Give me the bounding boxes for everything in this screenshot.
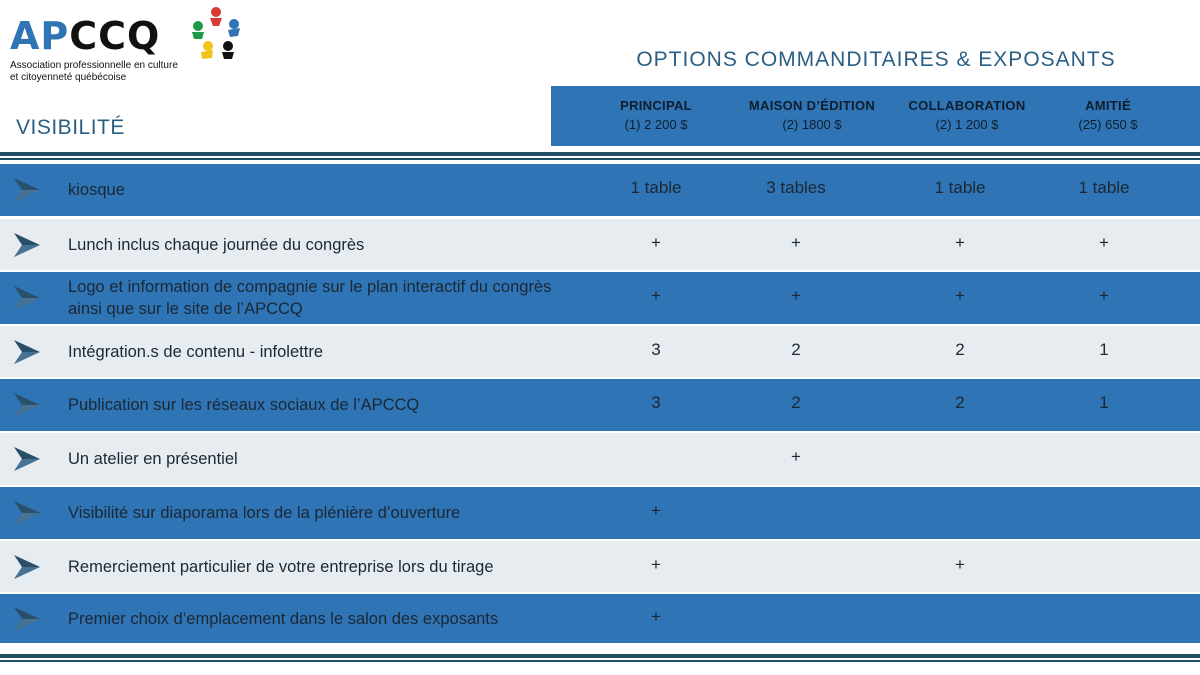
row-cell: + (791, 286, 801, 305)
row-cell: 1 (1099, 340, 1109, 359)
row-label: Premier choix d’emplacement dans le salon des exposants (68, 610, 499, 628)
row-cell: 3 (651, 340, 661, 359)
row-cell: + (955, 286, 965, 305)
row-cell: + (791, 233, 801, 252)
page-title: OPTIONS COMMANDITAIRES & EXPOSANTS (636, 48, 1116, 71)
logo-subtitle (10, 60, 178, 84)
row-label: kiosque (68, 181, 125, 199)
table-row (0, 219, 1200, 270)
row-cell: + (955, 555, 965, 574)
column-name: AMITIÉ (1085, 98, 1131, 113)
chevron-arrow-icon (12, 176, 42, 204)
row-label: Remerciement particulier de votre entreprise lors du tirage (68, 558, 494, 576)
row-label: Intégration.s de contenu - infolettre (68, 343, 323, 361)
column-name: MAISON D’ÉDITION (748, 98, 876, 113)
row-cell: + (651, 501, 661, 520)
divider-rule (0, 654, 1200, 658)
row-cell: + (651, 607, 661, 626)
row-label: Publication sur les réseaux sociaux de l’APCCQ (68, 396, 420, 414)
column-header-amitie (1048, 96, 1168, 134)
table-row (0, 541, 1200, 592)
logo-ap: AP (10, 14, 70, 58)
chevron-arrow-icon (12, 605, 42, 633)
table-row (0, 326, 1200, 377)
chevron-arrow-icon (12, 499, 42, 527)
row-label: Logo et information de compagnie sur le plan interactif du congrès ainsi que sur le site de l’APCCQ (68, 278, 552, 318)
column-header-band (551, 86, 1200, 146)
table-row (0, 164, 1200, 216)
column-price: (2) 1800 $ (782, 117, 842, 132)
row-cell: 3 (651, 393, 661, 412)
chevron-arrow-icon (12, 338, 42, 366)
column-header-collaboration (892, 96, 1042, 134)
logo-subtitle-line2: et citoyenneté québécoise (10, 72, 127, 83)
logo-wordmark (10, 14, 160, 58)
row-cell: 1 table (1078, 178, 1130, 197)
apccq-logo (10, 6, 260, 86)
divider-rule (0, 152, 1200, 156)
row-cell: + (1099, 233, 1109, 252)
row-cell: 1 table (934, 178, 986, 197)
row-cell: 1 table (630, 178, 682, 197)
row-cell: 2 (791, 393, 801, 412)
column-header-principal (596, 96, 716, 134)
row-cell: 2 (955, 393, 965, 412)
divider-rule (0, 660, 1200, 662)
row-label: Visibilité sur diaporama lors de la plénière d’ouverture (68, 504, 461, 522)
row-label: Un atelier en présentiel (68, 450, 238, 468)
column-header-maison-edition (732, 96, 892, 134)
chevron-arrow-icon (12, 284, 42, 312)
column-price: (1) 2 200 $ (624, 117, 688, 132)
row-cell: + (651, 286, 661, 305)
divider-rule (0, 158, 1200, 160)
row-label: Lunch inclus chaque journée du congrès (68, 236, 365, 254)
table-row (0, 433, 1200, 485)
row-cell: + (651, 555, 661, 574)
section-title: VISIBILITÉ (16, 116, 125, 139)
row-cell: 2 (955, 340, 965, 359)
row-cell: 1 (1099, 393, 1109, 412)
chevron-arrow-icon (12, 553, 42, 581)
row-cell: + (651, 233, 661, 252)
column-price: (2) 1 200 $ (935, 117, 999, 132)
row-cell: + (1099, 286, 1109, 305)
logo-subtitle-line1: Association professionnelle en culture (10, 60, 178, 71)
column-price: (25) 650 $ (1078, 117, 1138, 132)
logo-ccq: CCQ (69, 14, 161, 58)
table-row (0, 379, 1200, 431)
table-row (0, 487, 1200, 539)
chevron-arrow-icon (12, 445, 42, 473)
row-cell: 2 (791, 340, 801, 359)
table-row (0, 594, 1200, 643)
row-cell: + (791, 447, 801, 466)
row-cell: + (955, 233, 965, 252)
chevron-arrow-icon (12, 231, 42, 259)
column-name: PRINCIPAL (620, 98, 692, 113)
column-name: COLLABORATION (908, 98, 1026, 113)
row-cell: 3 tables (766, 178, 826, 197)
chevron-arrow-icon (12, 391, 42, 419)
table-row (0, 272, 1200, 324)
people-cluster-icon (186, 6, 246, 62)
